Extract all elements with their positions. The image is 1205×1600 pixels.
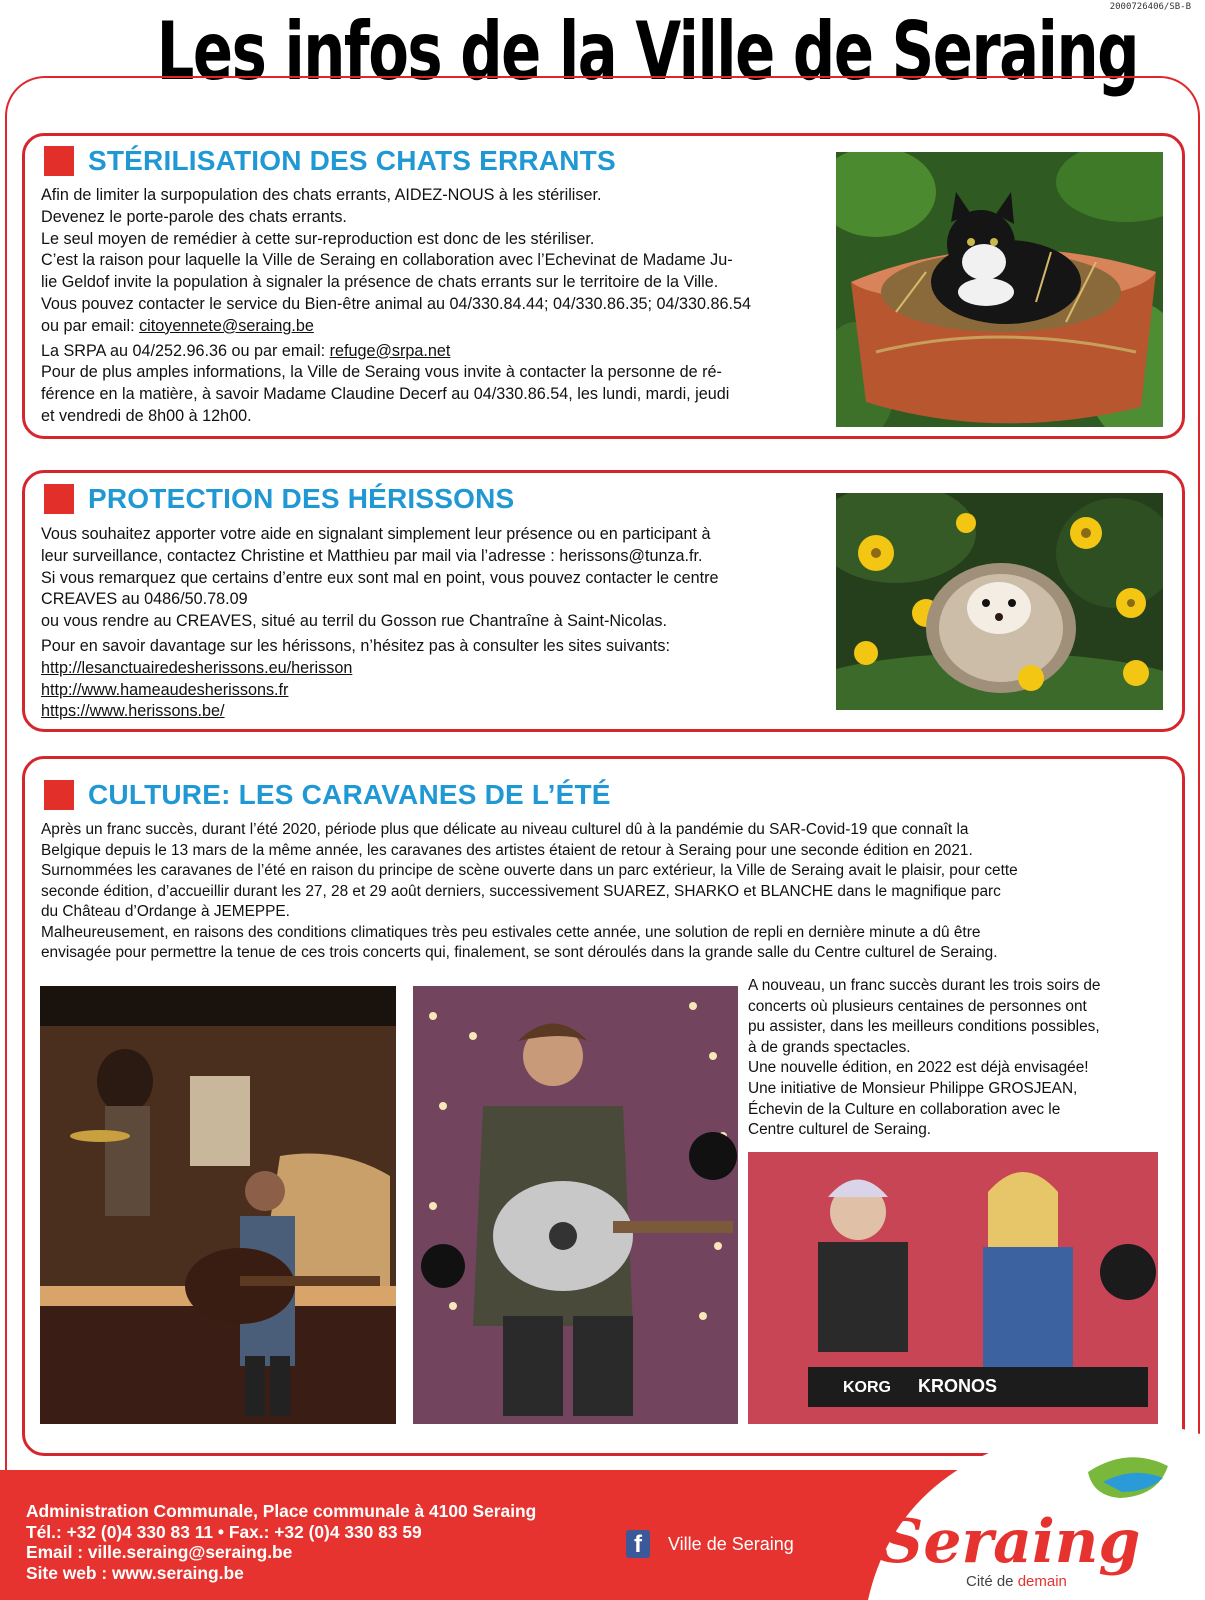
text-line: C’est la raison pour laquelle la Ville de Seraing en collaboration avec l’Echevinat de Madame Ju-: [41, 251, 733, 270]
text-line: Après un franc succès, durant l’été 2020, période plus que délicate au niveau culturel dû à la pandémie du SAR-Covid-19 que connaît la: [41, 821, 969, 838]
text-line: Le seul moyen de remédier à cette sur-reproduction est donc de les stériliser.: [41, 229, 595, 248]
text-line: seconde édition, d’accueillir durant les 27, 28 et 29 août derniers, successivement SUAREZ, SHARKO et BLANCHE dans le magnifique parc: [41, 882, 1001, 900]
logo-tagline-part-2: demain: [1017, 1573, 1067, 1590]
email-link-srpa[interactable]: refuge@srpa.net: [329, 341, 451, 360]
concert-photo-suarez: [40, 986, 396, 1424]
text-line: Une nouvelle édition, en 2022 est déjà envisagée!: [748, 1059, 1089, 1077]
section-cats-body: [41, 185, 825, 428]
logo-wordmark: Seraing: [880, 1507, 1141, 1577]
text-line: férence en la matière, à savoir Madame Claudine Decerf au 04/330.86.54, les lundi, mardi, jeudi: [41, 385, 730, 404]
text-line: Vous pouvez contacter le service du Bien-être animal au 04/330.84.44; 04/330.86.35; 04/330.86.54: [41, 294, 752, 313]
email-prefix: ou par email:: [41, 316, 140, 335]
footer-website[interactable]: Site web : www.seraing.be: [26, 1562, 244, 1583]
link-sanctuaire[interactable]: http://lesanctuairedesherissons.eu/herisson: [41, 658, 353, 677]
text-line: Devenez le porte-parole des chats errants.: [41, 207, 347, 226]
text-line: Pour de plus amples informations, la Ville de Seraing vous invite à contacter la personne de ré-: [41, 363, 722, 382]
keyboard-brand: KORG: [843, 1379, 891, 1396]
section-cats-title: STÉRILISATION DES CHATS ERRANTS: [88, 145, 616, 176]
text-line: ou vous rendre au CREAVES, situé au terril du Gosson rue Chantraîne à Saint-Nicolas.: [41, 612, 667, 631]
footer-email[interactable]: Email : ville.seraing@seraing.be: [26, 1542, 293, 1562]
keyboard-model: KRONOS: [918, 1376, 998, 1396]
facebook-icon: f: [626, 1530, 650, 1558]
text-line: et vendredi de 8h00 à 12h00.: [41, 406, 252, 425]
section-hedgehogs-body: [41, 524, 831, 723]
section-cats-heading: [44, 145, 616, 177]
text-line: [41, 316, 825, 338]
page-title: Les infos de la Ville de Seraing: [156, 5, 1139, 98]
text-line: Une initiative de Monsieur Philippe GROSJEAN,: [748, 1079, 1078, 1097]
text-line: Belgique depuis le 13 mars de la même année, les caravanes des artistes étaient de retour à Seraing pour une seconde édition en 2021.: [41, 841, 973, 859]
text-line: Centre culturel de Seraing.: [748, 1121, 932, 1139]
text-line: leur surveillance, contactez Christine et Matthieu par mail via l’adresse : herissons@tunza.fr.: [41, 546, 703, 565]
text-line: envisagée pour permettre la tenue de ces trois concerts qui, finalement, se sont déroulés dans la grande salle du Centre culturel de Seraing.: [41, 944, 998, 961]
text-line: [41, 341, 825, 363]
text-line: Échevin de la Culture en collaboration avec le: [748, 1100, 1061, 1118]
footer-address: Administration Communale, Place communale à 4100 Seraing: [26, 1501, 537, 1521]
footer-phone-fax: Tél.: +32 (0)4 330 83 11 • Fax.: +32 (0)4 330 83 59: [26, 1521, 422, 1542]
text-line: pu assister, dans les meilleurs conditions possibles,: [748, 1018, 1100, 1036]
section-marker-square: [44, 780, 74, 810]
section-culture-body: [41, 820, 1171, 964]
text-line: à de grands spectacles.: [748, 1038, 911, 1056]
facebook-link[interactable]: [626, 1530, 794, 1558]
cat-photo: [836, 152, 1163, 427]
text-line: Malheureusement, en raisons des conditions climatiques très peu estivales cette année, une solution de repli en dernière minute a dû être: [41, 923, 981, 941]
text-line: Afin de limiter la surpopulation des chats errants, AIDEZ-NOUS à les stériliser.: [41, 186, 602, 204]
text-line: A nouveau, un franc succès durant les trois soirs de: [748, 977, 1101, 994]
section-culture-title: CULTURE: LES CARAVANES DE L’ÉTÉ: [88, 779, 611, 810]
text-line: Pour en savoir davantage sur les hérissons, n’hésitez pas à consulter les sites suivants:: [41, 636, 670, 655]
link-herissons-be[interactable]: https://www.herissons.be/: [41, 702, 225, 721]
concert-photo-blanche: [748, 1152, 1158, 1424]
section-marker-square: [44, 484, 74, 514]
section-marker-square: [44, 146, 74, 176]
section-hedgehogs-heading: [44, 483, 514, 515]
text-line: CREAVES au 0486/50.78.09: [41, 590, 248, 609]
email-link-citoyennete[interactable]: citoyennete@seraing.be: [139, 316, 314, 335]
text-line: Si vous remarquez que certains d’entre eux sont mal en point, vous pouvez contacter le centre: [41, 568, 719, 587]
text-line: lie Geldof invite la population à signaler la présence de chats errants sur le territoire de la Ville.: [41, 273, 719, 292]
srpa-prefix: La SRPA au 04/252.96.36 ou par email:: [41, 341, 330, 360]
concert-photo-sharko: [413, 986, 738, 1424]
logo-tagline-part-1: Cité de: [966, 1573, 1018, 1590]
text-line: concerts où plusieurs centaines de personnes ont: [748, 997, 1087, 1015]
section-culture-heading: [44, 779, 611, 811]
seraing-logo: [858, 1426, 1205, 1600]
link-hameau[interactable]: http://www.hameaudesherissons.fr: [41, 680, 289, 699]
hedgehog-photo: [836, 493, 1163, 710]
document-reference: 2000726406/SB-B: [1109, 2, 1191, 12]
text-line: Vous souhaitez apporter votre aide en signalant simplement leur présence ou en participant à: [41, 525, 711, 543]
text-line: Surnommées les caravanes de l’été en raison du principe de scène ouverte dans un parc extérieur, la Ville de Seraing avait le plaisir, pour cette: [41, 862, 1018, 879]
logo-tagline: [966, 1573, 1067, 1590]
section-hedgehogs-title: PROTECTION DES HÉRISSONS: [88, 483, 515, 514]
text-line: du Château d’Ordange à JEMEPPE.: [41, 903, 290, 920]
section-culture-sidebar: [748, 976, 1160, 1141]
footer-contact: [26, 1501, 536, 1583]
facebook-label: Ville de Seraing: [668, 1533, 794, 1554]
